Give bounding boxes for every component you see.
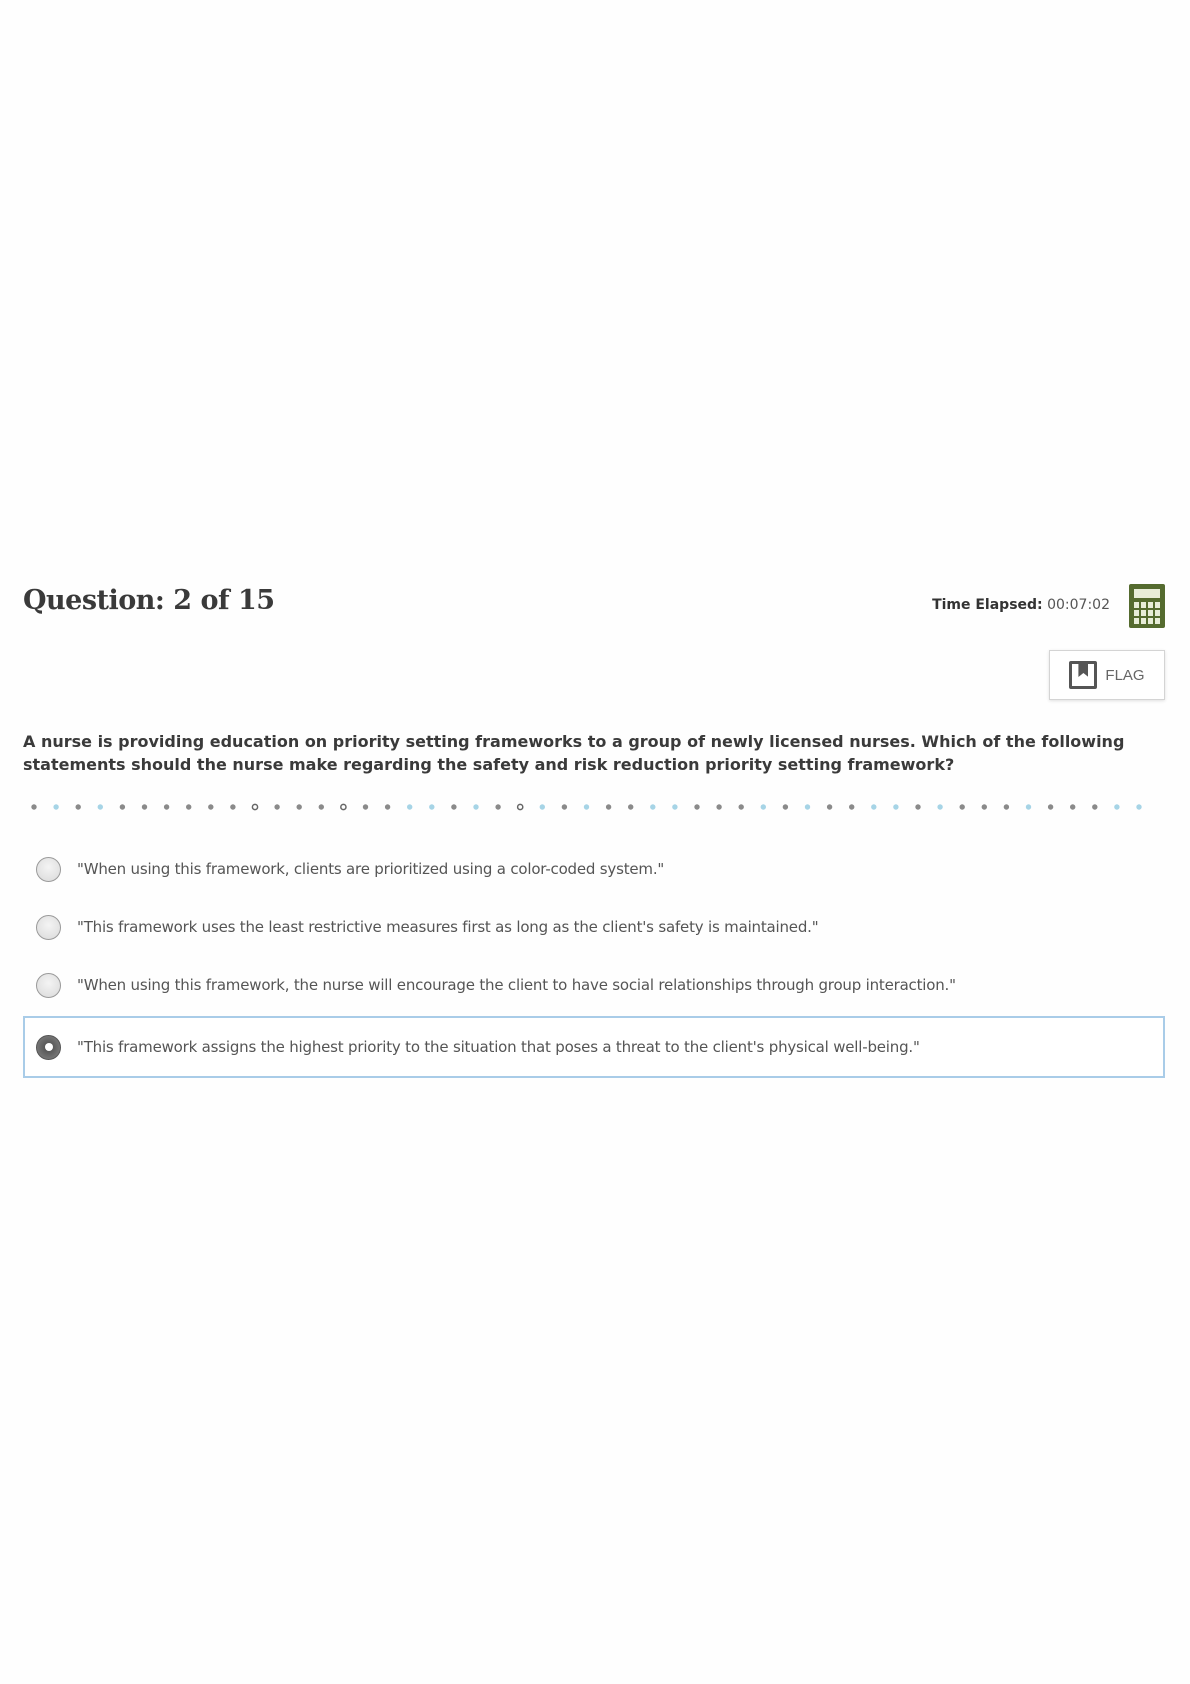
answer-option-text: "This framework uses the least restrictive measures first as long as the client's safety is maintained." xyxy=(77,918,819,936)
divider-dots-graphic xyxy=(23,802,1165,812)
divider-dot xyxy=(1114,804,1119,809)
divider-dot xyxy=(915,804,920,809)
radio-button[interactable] xyxy=(36,915,61,940)
divider-dot xyxy=(1004,804,1009,809)
divider-dots xyxy=(23,802,1165,812)
divider-dot xyxy=(297,804,302,809)
divider-dot xyxy=(274,804,279,809)
divider-dot xyxy=(76,804,81,809)
flag-button[interactable] xyxy=(1049,650,1165,700)
divider-dot xyxy=(849,804,854,809)
bookmark-icon xyxy=(1069,661,1097,689)
time-elapsed-value: 00:07:02 xyxy=(1047,597,1110,613)
quiz-header xyxy=(23,570,1165,620)
divider-dot xyxy=(739,804,744,809)
answer-option-3[interactable] xyxy=(23,956,1165,1014)
divider-dot xyxy=(164,804,169,809)
divider-dot xyxy=(1092,804,1097,809)
divider-dot xyxy=(606,804,611,809)
divider-dot xyxy=(451,804,456,809)
radio-button[interactable] xyxy=(36,857,61,882)
radio-button-selected[interactable] xyxy=(36,1035,61,1060)
answer-option-1[interactable] xyxy=(23,840,1165,898)
question-counter: Question: 2 of 15 xyxy=(23,585,275,616)
answer-option-text: "This framework assigns the highest priority to the situation that poses a threat to the client's physical well-being." xyxy=(77,1038,920,1056)
answer-option-text: "When using this framework, the nurse will encourage the client to have social relationships through group interaction." xyxy=(77,976,956,994)
divider-dot xyxy=(761,804,766,809)
divider-dot xyxy=(473,804,478,809)
divider-dot xyxy=(562,804,567,809)
divider-dot xyxy=(142,804,147,809)
divider-dot xyxy=(1136,804,1141,809)
answer-option-2[interactable] xyxy=(23,898,1165,956)
divider-dot xyxy=(341,804,346,809)
divider-dot xyxy=(716,804,721,809)
answer-option-4[interactable] xyxy=(23,1016,1165,1078)
quiz-panel xyxy=(23,570,1165,1056)
divider-dot xyxy=(429,804,434,809)
divider-dot xyxy=(783,804,788,809)
answer-option-text: "When using this framework, clients are prioritized using a color-coded system." xyxy=(77,860,665,878)
divider-dot xyxy=(960,804,965,809)
divider-dot xyxy=(319,804,324,809)
divider-dot xyxy=(628,804,633,809)
divider-dot xyxy=(672,804,677,809)
divider-dot xyxy=(518,804,523,809)
radio-button[interactable] xyxy=(36,973,61,998)
flag-button-label: FLAG xyxy=(1105,666,1145,684)
divider-dot xyxy=(937,804,942,809)
time-elapsed-label: Time Elapsed: xyxy=(932,597,1043,613)
divider-dot xyxy=(208,804,213,809)
divider-dot xyxy=(31,804,36,809)
divider-dot xyxy=(893,804,898,809)
divider-dot xyxy=(252,804,257,809)
calculator-icon[interactable] xyxy=(1129,584,1165,628)
divider-dot xyxy=(694,804,699,809)
divider-dot xyxy=(827,804,832,809)
divider-dot xyxy=(1048,804,1053,809)
divider-dot xyxy=(1026,804,1031,809)
time-elapsed xyxy=(932,597,1110,613)
divider-dot xyxy=(230,804,235,809)
divider-dot xyxy=(1070,804,1075,809)
divider-dot xyxy=(495,804,500,809)
divider-dot xyxy=(120,804,125,809)
divider-dot xyxy=(363,804,368,809)
divider-dot xyxy=(805,804,810,809)
divider-dot xyxy=(385,804,390,809)
divider-dot xyxy=(53,804,58,809)
divider-dot xyxy=(584,804,589,809)
divider-dot xyxy=(98,804,103,809)
divider-dot xyxy=(982,804,987,809)
answer-options xyxy=(23,840,1165,1078)
divider-dot xyxy=(186,804,191,809)
divider-dot xyxy=(407,804,412,809)
divider-dot xyxy=(650,804,655,809)
divider-dot xyxy=(540,804,545,809)
divider-dot xyxy=(871,804,876,809)
question-stem: A nurse is providing education on priority setting frameworks to a group of newly licensed nurses. Which of the following statements should the nurse make regarding the safety and risk reduction priority setting framework? xyxy=(23,732,1125,774)
